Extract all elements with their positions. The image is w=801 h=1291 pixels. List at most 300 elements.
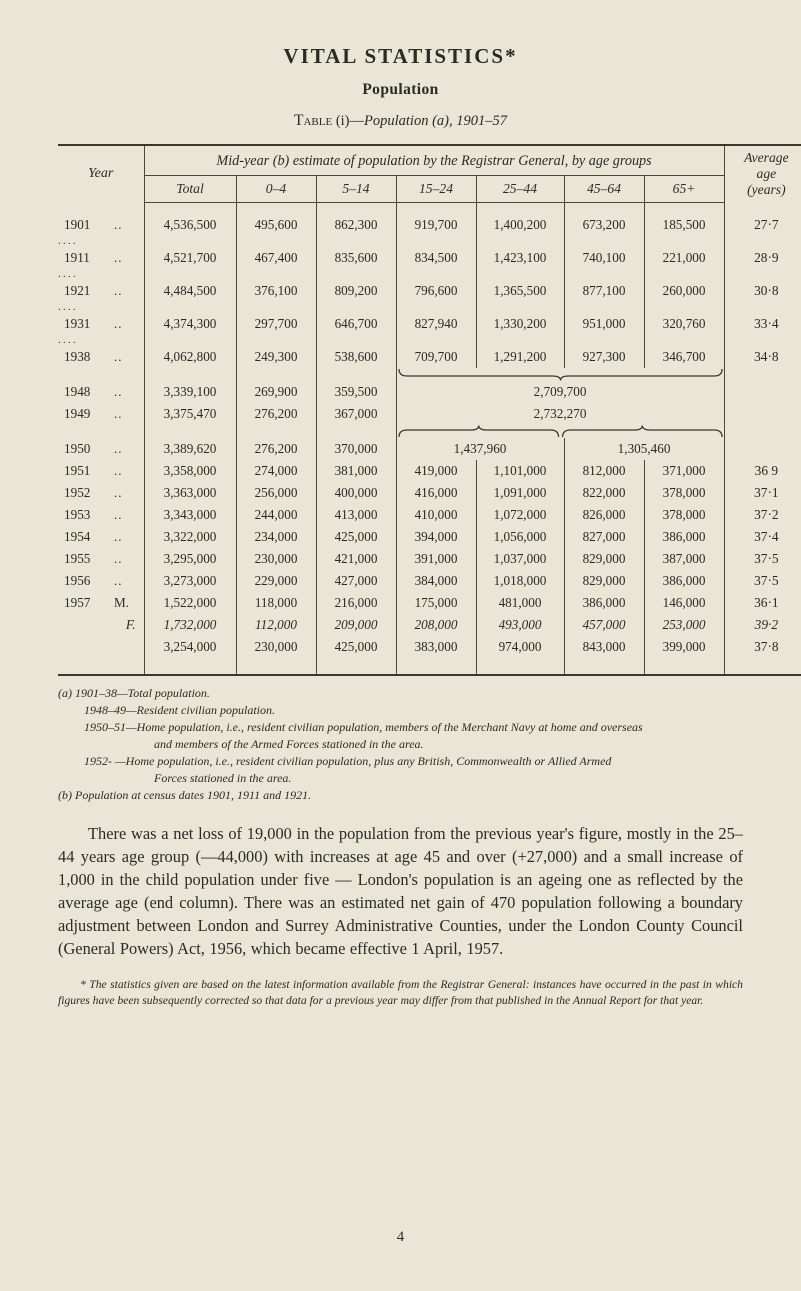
cell-average-age: 33·4 xyxy=(724,313,801,335)
header-year: Year xyxy=(58,145,144,203)
spacer-cell xyxy=(476,236,564,247)
cell-0-4: 244,000 xyxy=(236,504,316,526)
table-row xyxy=(58,526,801,548)
cell-5-14: 538,600 xyxy=(316,346,396,368)
cell-65-plus: 253,000 xyxy=(644,614,724,636)
spacer-cell xyxy=(236,335,316,346)
row-year-cell xyxy=(58,247,144,269)
cell-total: 3,295,000 xyxy=(144,548,236,570)
spacer-cell xyxy=(316,368,396,381)
cell-65-plus: 386,000 xyxy=(644,526,724,548)
header-average-line1: Average xyxy=(744,150,789,166)
cell-0-4: 269,900 xyxy=(236,381,316,403)
cell-5-14: 216,000 xyxy=(316,592,396,614)
cell-total: 3,389,620 xyxy=(144,438,236,460)
spacer-cell xyxy=(316,203,396,215)
spacer-cell xyxy=(236,425,316,438)
spacer-cell xyxy=(644,335,724,346)
cell-25-44: 1,330,200 xyxy=(476,313,564,335)
cell-average-age: 37·5 xyxy=(724,570,801,592)
cell-total: 4,484,500 xyxy=(144,280,236,302)
spacer-cell xyxy=(58,368,144,381)
cell-0-4: 230,000 xyxy=(236,636,316,658)
cell-65-plus: 386,000 xyxy=(644,570,724,592)
cell-5-14: 413,000 xyxy=(316,504,396,526)
table-row xyxy=(58,548,801,570)
footnote-a-line3-row xyxy=(58,719,743,736)
cell-0-4: 376,100 xyxy=(236,280,316,302)
row-year-cell xyxy=(58,280,144,302)
cell-5-14: 862,300 xyxy=(316,214,396,236)
footnote-b xyxy=(58,787,743,804)
cell-25-44: 1,101,000 xyxy=(476,460,564,482)
gap-dots-row xyxy=(58,335,801,346)
spacer-cell xyxy=(236,269,316,280)
spacer-cell xyxy=(644,203,724,215)
page-number: 4 xyxy=(396,1229,405,1245)
cell-5-14: 809,200 xyxy=(316,280,396,302)
cell-15-24: 394,000 xyxy=(396,526,476,548)
gap-dots: .... xyxy=(58,334,78,347)
spacer-cell xyxy=(476,335,564,346)
spacer-cell xyxy=(644,269,724,280)
table-row xyxy=(58,504,801,526)
row-dots: .. xyxy=(114,507,123,522)
cell-25-44: 1,291,200 xyxy=(476,346,564,368)
spacer-cell xyxy=(476,658,564,675)
header-col-5-14: 5–14 xyxy=(316,176,396,203)
cell-5-14: 209,000 xyxy=(316,614,396,636)
header-gap-row xyxy=(58,203,801,215)
spacer-cell xyxy=(144,335,236,346)
cell-45-64: 877,100 xyxy=(564,280,644,302)
cell-total: 3,343,000 xyxy=(144,504,236,526)
table-row xyxy=(58,592,801,614)
cell-5-14: 370,000 xyxy=(316,438,396,460)
brace-down-svg xyxy=(397,368,724,381)
cell-total: 3,339,100 xyxy=(144,381,236,403)
cell-0-4: 118,000 xyxy=(236,592,316,614)
row-dots: .. xyxy=(114,551,123,566)
row-dots: .. xyxy=(114,529,123,544)
table-row xyxy=(58,438,801,460)
cell-5-14: 425,000 xyxy=(316,636,396,658)
cell-5-14: 381,000 xyxy=(316,460,396,482)
spacer-cell xyxy=(236,658,316,675)
asterisk-marker: * xyxy=(80,978,86,992)
cell-total: 1,522,000 xyxy=(144,592,236,614)
cell-65-plus: 387,000 xyxy=(644,548,724,570)
cell-0-4: 229,000 xyxy=(236,570,316,592)
cell-0-4: 230,000 xyxy=(236,548,316,570)
cell-65-plus: 260,000 xyxy=(644,280,724,302)
table-header-row-2 xyxy=(58,176,801,203)
row-year: 1921 xyxy=(64,283,91,298)
cell-total: 1,732,000 xyxy=(144,614,236,636)
cell-average-age: 37·2 xyxy=(724,504,801,526)
cell-45-64: 829,000 xyxy=(564,570,644,592)
cell-45-64: 457,000 xyxy=(564,614,644,636)
table-row xyxy=(58,313,801,335)
spacer-cell xyxy=(396,236,476,247)
cell-0-4: 249,300 xyxy=(236,346,316,368)
footnote-a-line4-row xyxy=(58,753,743,770)
header-average-age xyxy=(724,145,801,203)
row-dots: .. xyxy=(114,250,123,265)
table-row xyxy=(58,214,801,236)
cell-total: 3,375,470 xyxy=(144,403,236,425)
cell-average-age: 30·8 xyxy=(724,280,801,302)
spacer-cell xyxy=(396,269,476,280)
cell-15-24: 384,000 xyxy=(396,570,476,592)
cell-15-24: 919,700 xyxy=(396,214,476,236)
cell-65-plus: 346,700 xyxy=(644,346,724,368)
footnote-a-line4b-row xyxy=(58,770,743,787)
row-dots: .. xyxy=(114,349,123,364)
row-sex-label: M. xyxy=(114,595,130,610)
header-col-15-24: 15–24 xyxy=(396,176,476,203)
header-age-groups-span: Mid-year (b) estimate of population by the Registrar General, by age groups xyxy=(144,145,724,176)
cell-average-age: 37·4 xyxy=(724,526,801,548)
row-sex-label: F. xyxy=(125,617,136,632)
cell-merged-45-plus: 1,305,460 xyxy=(564,438,724,460)
spacer-cell xyxy=(144,425,236,438)
body-paragraph: There was a net loss of 19,000 in the population from the previous year's figure, mostly in the 25–44 years age group (—44,000) with increases at age 45 and over (+27,000) and a small increase of 1,000 in the child population under five — London's population is an ageing one as reflected by the average age (end column). There was an estimated net gain of 470 population following a boundary adjustment between London and Surrey Administrative Counties, under the London County Council (General Powers) Act, 1956, which became effective 1 April, 1957. xyxy=(58,824,743,959)
table-caption xyxy=(58,112,743,130)
cell-15-24: 383,000 xyxy=(396,636,476,658)
spacer-cell xyxy=(724,403,801,425)
gap-dots: .... xyxy=(58,301,78,314)
page-subtitle: Population xyxy=(362,81,439,98)
row-year: 1956 xyxy=(64,573,91,588)
row-dots: .. xyxy=(114,384,123,399)
row-dots: .. xyxy=(114,485,123,500)
spacer-cell xyxy=(724,269,801,280)
asterisk-footnote-text: The statistics given are based on the latest information available from the Registrar General: instances have occurred in the past in which figures have been subsequently corrected so that data for a previous year may differ from that published in the Annual Report for that year. xyxy=(58,978,743,1008)
cell-15-24: 796,600 xyxy=(396,280,476,302)
gap-dots: .... xyxy=(58,268,78,281)
cell-25-44: 493,000 xyxy=(476,614,564,636)
cell-15-24: 419,000 xyxy=(396,460,476,482)
cell-total: 4,536,500 xyxy=(144,214,236,236)
table-header-row-1 xyxy=(58,145,801,176)
cell-average-age: 39·2 xyxy=(724,614,801,636)
brace-row-top xyxy=(58,368,801,381)
table-row xyxy=(58,482,801,504)
table-row xyxy=(58,247,801,269)
spacer-cell xyxy=(724,438,801,460)
footnote-a xyxy=(58,685,743,702)
row-year-cell xyxy=(58,570,144,592)
table-row xyxy=(58,570,801,592)
table-row-total xyxy=(58,636,801,658)
cell-15-24: 208,000 xyxy=(396,614,476,636)
cell-5-14: 646,700 xyxy=(316,313,396,335)
row-year-cell xyxy=(58,214,144,236)
spacer-cell xyxy=(316,302,396,313)
row-year: 1901 xyxy=(64,217,91,232)
row-year: 1949 xyxy=(64,406,91,421)
cell-65-plus: 371,000 xyxy=(644,460,724,482)
row-year-cell xyxy=(58,313,144,335)
cell-total: 4,374,300 xyxy=(144,313,236,335)
cell-45-64: 927,300 xyxy=(564,346,644,368)
row-dots: .. xyxy=(114,316,123,331)
row-year: 1948 xyxy=(64,384,91,399)
row-year: 1952 xyxy=(64,485,91,500)
page-title: VITAL STATISTICS* xyxy=(283,44,518,68)
table-row xyxy=(58,346,801,368)
cell-5-14: 835,600 xyxy=(316,247,396,269)
spacer-cell xyxy=(724,368,801,381)
brace-span-split xyxy=(396,425,724,438)
gap-dots-row xyxy=(58,269,801,280)
spacer-cell xyxy=(564,203,644,215)
cell-average-age: 37·5 xyxy=(724,548,801,570)
footnote-a-line4b: Forces stationed in the area. xyxy=(154,771,292,786)
spacer-cell xyxy=(236,302,316,313)
header-col-25-44: 25–44 xyxy=(476,176,564,203)
cell-15-24: 175,000 xyxy=(396,592,476,614)
cell-merged-all-ages: 2,709,700 xyxy=(396,381,724,403)
row-year-cell xyxy=(58,403,144,425)
cell-65-plus: 221,000 xyxy=(644,247,724,269)
row-year-cell xyxy=(58,548,144,570)
cell-25-44: 1,400,200 xyxy=(476,214,564,236)
row-year: 1957 xyxy=(64,595,91,610)
cell-25-44: 1,365,500 xyxy=(476,280,564,302)
cell-65-plus: 378,000 xyxy=(644,504,724,526)
header-col-65-plus: 65+ xyxy=(644,176,724,203)
cell-25-44: 1,423,100 xyxy=(476,247,564,269)
footnote-a-line2-row xyxy=(58,702,743,719)
cell-merged-15-44: 1,437,960 xyxy=(396,438,564,460)
row-dots: .. xyxy=(114,463,123,478)
spacer-cell xyxy=(724,236,801,247)
cell-total: 4,521,700 xyxy=(144,247,236,269)
row-year: 1911 xyxy=(64,250,90,265)
cell-5-14: 400,000 xyxy=(316,482,396,504)
brace-span-15-24-to-65 xyxy=(396,368,724,381)
cell-25-44: 1,056,000 xyxy=(476,526,564,548)
header-col-45-64: 45–64 xyxy=(564,176,644,203)
row-year-cell xyxy=(58,346,144,368)
cell-15-24: 827,940 xyxy=(396,313,476,335)
row-year: 1955 xyxy=(64,551,91,566)
table-caption-prefix: Table xyxy=(294,112,333,129)
spacer-cell xyxy=(316,335,396,346)
spacer-cell xyxy=(236,236,316,247)
brace-up-pair-svg xyxy=(397,425,724,438)
cell-15-24: 416,000 xyxy=(396,482,476,504)
cell-15-24: 709,700 xyxy=(396,346,476,368)
gap-dots-row xyxy=(58,302,801,313)
row-year-cell xyxy=(58,438,144,460)
cell-45-64: 826,000 xyxy=(564,504,644,526)
row-year-cell xyxy=(58,504,144,526)
header-average-line3: (years) xyxy=(747,182,786,198)
spacer-cell xyxy=(144,368,236,381)
spacer-cell xyxy=(144,236,236,247)
spacer-cell xyxy=(564,335,644,346)
spacer-cell xyxy=(58,658,144,675)
footnote-a-line1: 1901–38—Total population. xyxy=(75,686,210,700)
row-year: 1951 xyxy=(64,463,91,478)
spacer-cell xyxy=(724,203,801,215)
row-year-cell xyxy=(58,592,144,614)
spacer-cell xyxy=(724,658,801,675)
gap-dots: .... xyxy=(58,235,78,248)
spacer-cell xyxy=(476,302,564,313)
row-year-cell xyxy=(58,482,144,504)
row-year: 1954 xyxy=(64,529,91,544)
cell-0-4: 234,000 xyxy=(236,526,316,548)
cell-5-14: 427,000 xyxy=(316,570,396,592)
asterisk-footnote xyxy=(58,977,743,1009)
table-caption-italic: Population (a), 1901–57 xyxy=(364,113,507,129)
table-row xyxy=(58,460,801,482)
spacer-cell xyxy=(316,658,396,675)
brace-up-pair-icon xyxy=(397,425,724,438)
table-row xyxy=(58,614,801,636)
row-dots: .. xyxy=(114,441,123,456)
cell-45-64: 951,000 xyxy=(564,313,644,335)
cell-25-44: 1,018,000 xyxy=(476,570,564,592)
spacer-cell xyxy=(724,302,801,313)
cell-0-4: 297,700 xyxy=(236,313,316,335)
cell-5-14: 425,000 xyxy=(316,526,396,548)
cell-total: 3,322,000 xyxy=(144,526,236,548)
cell-25-44: 1,072,000 xyxy=(476,504,564,526)
footnote-b-line: Population at census dates 1901, 1911 and 1921. xyxy=(75,788,312,803)
row-dots: .. xyxy=(114,406,123,421)
footnote-b-label: (b) xyxy=(58,788,72,803)
cell-average-age: 27·7 xyxy=(724,214,801,236)
spacer-cell xyxy=(58,203,144,215)
spacer-cell xyxy=(316,236,396,247)
spacer-cell xyxy=(644,302,724,313)
spacer-cell xyxy=(236,203,316,215)
cell-15-24: 834,500 xyxy=(396,247,476,269)
spacer-cell xyxy=(396,302,476,313)
document-page xyxy=(0,44,801,1291)
spacer-cell xyxy=(476,269,564,280)
cell-45-64: 386,000 xyxy=(564,592,644,614)
cell-0-4: 276,200 xyxy=(236,403,316,425)
spacer-cell xyxy=(724,335,801,346)
cell-45-64: 829,000 xyxy=(564,548,644,570)
cell-65-plus: 399,000 xyxy=(644,636,724,658)
footnote-a-line2: 1948–49—Resident civilian population. xyxy=(84,703,275,718)
spacer-cell xyxy=(564,302,644,313)
table-footnotes xyxy=(58,685,743,804)
spacer-cell xyxy=(316,269,396,280)
spacer-cell xyxy=(564,269,644,280)
spacer-cell xyxy=(644,236,724,247)
spacer-cell xyxy=(396,203,476,215)
cell-45-64: 827,000 xyxy=(564,526,644,548)
cell-average-age: 37·1 xyxy=(724,482,801,504)
cell-average-age: 28·9 xyxy=(724,247,801,269)
row-year: 1953 xyxy=(64,507,91,522)
cell-5-14: 421,000 xyxy=(316,548,396,570)
cell-5-14: 367,000 xyxy=(316,403,396,425)
spacer-cell xyxy=(236,368,316,381)
header-average-line2: age xyxy=(756,166,777,182)
cell-15-24: 410,000 xyxy=(396,504,476,526)
cell-0-4: 256,000 xyxy=(236,482,316,504)
spacer-cell xyxy=(144,203,236,215)
cell-25-44: 1,091,000 xyxy=(476,482,564,504)
vital-statistics-table-wrapper xyxy=(58,144,789,676)
footnote-a-line4: 1952- —Home population, i.e., resident civilian population, plus any British, Commonwealth or Allied Armed xyxy=(84,754,612,769)
spacer-cell xyxy=(58,425,144,438)
cell-65-plus: 320,760 xyxy=(644,313,724,335)
header-col-total: Total xyxy=(144,176,236,203)
row-year: 1931 xyxy=(64,316,91,331)
spacer-cell xyxy=(564,658,644,675)
row-year-cell xyxy=(58,381,144,403)
cell-total: 4,062,800 xyxy=(144,346,236,368)
row-year-cell xyxy=(58,460,144,482)
row-year-cell xyxy=(58,526,144,548)
cell-25-44: 1,037,000 xyxy=(476,548,564,570)
row-year: 1938 xyxy=(64,349,91,364)
cell-65-plus: 378,000 xyxy=(644,482,724,504)
spacer-cell xyxy=(396,335,476,346)
spacer-cell xyxy=(724,425,801,438)
footnote-a-label: (a) xyxy=(58,686,72,700)
brace-down-icon xyxy=(397,368,724,381)
cell-0-4: 112,000 xyxy=(236,614,316,636)
spacer-cell xyxy=(144,269,236,280)
spacer-cell xyxy=(644,658,724,675)
cell-average-age: 34·8 xyxy=(724,346,801,368)
header-col-0-4: 0–4 xyxy=(236,176,316,203)
cell-0-4: 467,400 xyxy=(236,247,316,269)
row-dots: .. xyxy=(114,573,123,588)
row-dots: .. xyxy=(114,217,123,232)
footnote-a-line3b-row xyxy=(58,736,743,753)
cell-total: 3,273,000 xyxy=(144,570,236,592)
gap-dots-row xyxy=(58,236,801,247)
cell-average-age: 36·1 xyxy=(724,592,801,614)
vital-statistics-table xyxy=(58,144,801,676)
footnote-a-line3b: and members of the Armed Forces stationed in the area. xyxy=(154,737,424,752)
spacer-cell xyxy=(476,203,564,215)
cell-65-plus: 185,500 xyxy=(644,214,724,236)
cell-45-64: 822,000 xyxy=(564,482,644,504)
cell-5-14: 359,500 xyxy=(316,381,396,403)
brace-row-bottom xyxy=(58,425,801,438)
table-caption-rest: (i)— xyxy=(335,113,364,129)
cell-45-64: 843,000 xyxy=(564,636,644,658)
cell-0-4: 495,600 xyxy=(236,214,316,236)
table-bottom-gap-row xyxy=(58,658,801,675)
spacer-cell xyxy=(144,302,236,313)
cell-merged-all-ages: 2,732,270 xyxy=(396,403,724,425)
cell-45-64: 673,200 xyxy=(564,214,644,236)
cell-total: 3,358,000 xyxy=(144,460,236,482)
spacer-cell xyxy=(316,425,396,438)
row-dots: .. xyxy=(114,283,123,298)
spacer-cell xyxy=(396,658,476,675)
cell-45-64: 740,100 xyxy=(564,247,644,269)
table-row xyxy=(58,280,801,302)
cell-0-4: 274,000 xyxy=(236,460,316,482)
footnote-a-line3: 1950–51—Home population, i.e., resident civilian population, members of the Merchant Navy at home and overseas xyxy=(84,720,643,735)
cell-0-4: 276,200 xyxy=(236,438,316,460)
